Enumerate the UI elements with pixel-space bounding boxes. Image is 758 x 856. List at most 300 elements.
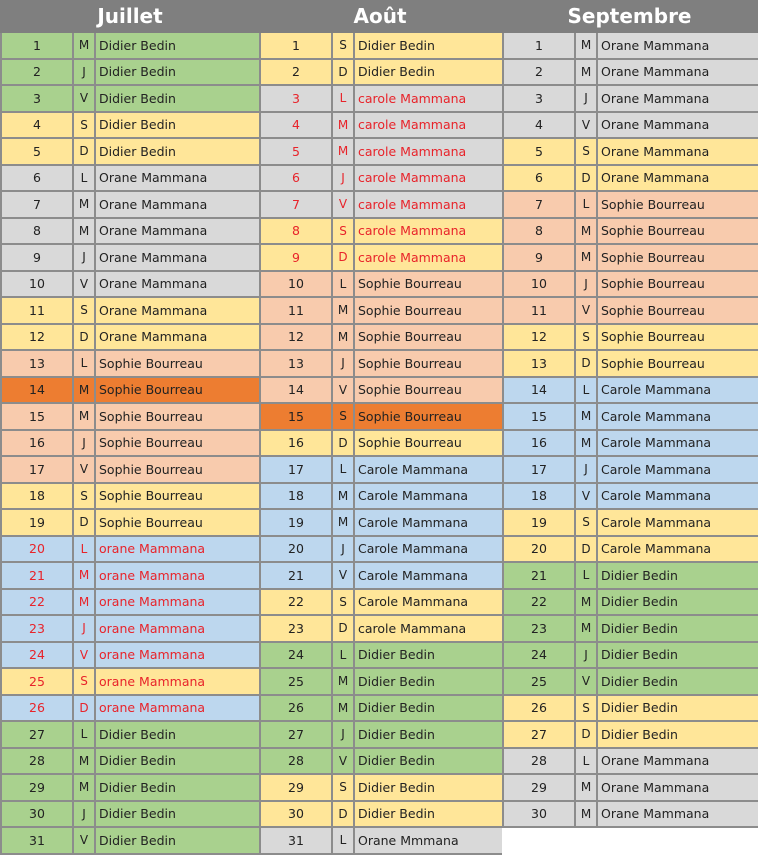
- day-number: 25: [504, 669, 576, 694]
- day-row: [259, 298, 502, 325]
- weekday-letter: M: [333, 139, 355, 164]
- day-row: [502, 219, 758, 246]
- day-number: 6: [2, 166, 74, 191]
- day-number: 25: [2, 669, 74, 694]
- assignee-name: Orane Mammana: [601, 117, 710, 133]
- assignee-name: Didier Bedin: [358, 726, 435, 742]
- weekday-letter: L: [74, 537, 96, 562]
- day-row: [502, 404, 758, 431]
- day-row: [0, 60, 259, 87]
- assignee-name: Sophie Bourreau: [601, 302, 705, 318]
- day-number: 12: [504, 325, 576, 350]
- day-number: 31: [261, 828, 333, 853]
- assignee-name: carole Mammana: [358, 223, 467, 239]
- day-row: [502, 431, 758, 458]
- day-number: 22: [261, 590, 333, 615]
- day-row: [502, 378, 758, 405]
- day-row: [0, 510, 259, 537]
- month-title-august: Août: [353, 4, 407, 28]
- assignee-name: Orane Mammana: [601, 806, 710, 822]
- weekday-letter: M: [74, 749, 96, 774]
- weekday-letter: M: [74, 775, 96, 800]
- weekday-letter: J: [74, 802, 96, 827]
- day-number: 31: [2, 828, 74, 853]
- day-row: [259, 86, 502, 113]
- day-number: 29: [261, 775, 333, 800]
- day-row: [259, 696, 502, 723]
- weekday-letter: D: [74, 139, 96, 164]
- assignee-name: Carole Mammana: [601, 408, 712, 424]
- day-number: 2: [261, 60, 333, 85]
- day-row: [259, 272, 502, 299]
- day-row: [502, 669, 758, 696]
- assignee-name: orane Mammana: [99, 594, 206, 610]
- day-number: 9: [261, 245, 333, 270]
- weekday-letter: J: [576, 643, 598, 668]
- day-row: [502, 590, 758, 617]
- weekday-letter: M: [333, 484, 355, 509]
- day-number: 30: [2, 802, 74, 827]
- day-row: [0, 775, 259, 802]
- weekday-letter: L: [576, 563, 598, 588]
- day-row: [502, 351, 758, 378]
- weekday-letter: M: [333, 696, 355, 721]
- day-number: 1: [504, 33, 576, 58]
- day-row: [0, 431, 259, 458]
- weekday-letter: V: [576, 484, 598, 509]
- month-title-july: Juillet: [97, 4, 163, 28]
- day-number: 19: [261, 510, 333, 535]
- month-title-september: Septembre: [567, 4, 692, 28]
- day-number: 29: [2, 775, 74, 800]
- assignee-name: Carole Mammana: [601, 514, 712, 530]
- assignee-name: Sophie Bourreau: [99, 355, 203, 371]
- weekday-letter: M: [576, 616, 598, 641]
- assignee-name: Sophie Bourreau: [99, 488, 203, 504]
- weekday-letter: M: [333, 510, 355, 535]
- day-number: 24: [504, 643, 576, 668]
- weekday-letter: S: [333, 775, 355, 800]
- day-row: [259, 563, 502, 590]
- day-number: 8: [504, 219, 576, 244]
- day-row: [0, 404, 259, 431]
- day-row: [0, 643, 259, 670]
- weekday-letter: M: [74, 219, 96, 244]
- weekday-letter: M: [576, 802, 598, 827]
- weekday-letter: M: [576, 775, 598, 800]
- weekday-letter: M: [333, 325, 355, 350]
- day-number: 27: [504, 722, 576, 747]
- assignee-name: carole Mammana: [358, 249, 467, 265]
- weekday-letter: J: [333, 351, 355, 376]
- weekday-letter: V: [74, 457, 96, 482]
- day-row: [0, 166, 259, 193]
- day-number: 7: [2, 192, 74, 217]
- assignee-name: Orane Mammana: [601, 753, 710, 769]
- weekday-letter: J: [333, 722, 355, 747]
- assignee-name: Didier Bedin: [99, 143, 176, 159]
- day-number: 4: [2, 113, 74, 138]
- weekday-letter: S: [74, 298, 96, 323]
- day-number: 16: [504, 431, 576, 456]
- assignee-name: Sophie Bourreau: [99, 382, 203, 398]
- day-row: [259, 245, 502, 272]
- assignee-name: Sophie Bourreau: [358, 355, 462, 371]
- weekday-letter: M: [74, 33, 96, 58]
- weekday-letter: D: [576, 166, 598, 191]
- assignee-name: Carole Mammana: [358, 488, 469, 504]
- assignee-name: Didier Bedin: [358, 806, 435, 822]
- assignee-name: Carole Mammana: [358, 514, 469, 530]
- assignee-name: Orane Mammana: [99, 276, 208, 292]
- weekday-letter: S: [74, 484, 96, 509]
- weekday-letter: D: [576, 537, 598, 562]
- day-row: [0, 696, 259, 723]
- day-row: [0, 484, 259, 511]
- assignee-name: Didier Bedin: [358, 647, 435, 663]
- assignee-name: Didier Bedin: [99, 832, 176, 848]
- day-row: [502, 113, 758, 140]
- assignee-name: Didier Bedin: [358, 37, 435, 53]
- assignee-name: orane Mammana: [99, 700, 206, 716]
- day-row: [259, 590, 502, 617]
- assignee-name: Sophie Bourreau: [99, 461, 203, 477]
- day-row: [259, 219, 502, 246]
- day-row: [0, 113, 259, 140]
- weekday-letter: V: [333, 378, 355, 403]
- day-number: 17: [504, 457, 576, 482]
- weekday-letter: L: [74, 351, 96, 376]
- day-row: [259, 378, 502, 405]
- assignee-name: Orane Mammana: [601, 170, 710, 186]
- assignee-name: Didier Bedin: [99, 726, 176, 742]
- day-number: 29: [504, 775, 576, 800]
- assignee-name: Didier Bedin: [99, 37, 176, 53]
- day-row: [259, 510, 502, 537]
- assignee-name: carole Mammana: [358, 170, 467, 186]
- day-row: [502, 802, 758, 829]
- day-number: 23: [504, 616, 576, 641]
- assignee-name: Didier Bedin: [358, 64, 435, 80]
- day-number: 19: [504, 510, 576, 535]
- assignee-name: Sophie Bourreau: [358, 435, 462, 451]
- day-row: [0, 537, 259, 564]
- day-number: 3: [2, 86, 74, 111]
- day-row: [0, 802, 259, 829]
- assignee-name: Sophie Bourreau: [601, 196, 705, 212]
- day-number: 20: [2, 537, 74, 562]
- weekday-letter: S: [74, 113, 96, 138]
- day-row: [502, 722, 758, 749]
- day-row: [502, 510, 758, 537]
- assignee-name: Didier Bedin: [99, 117, 176, 133]
- day-number: 5: [261, 139, 333, 164]
- day-row: [259, 643, 502, 670]
- day-row: [0, 272, 259, 299]
- day-row: [0, 616, 259, 643]
- assignee-name: Didier Bedin: [99, 64, 176, 80]
- weekday-letter: V: [576, 113, 598, 138]
- weekday-letter: M: [576, 590, 598, 615]
- day-number: 9: [2, 245, 74, 270]
- assignee-name: Sophie Bourreau: [358, 408, 462, 424]
- weekday-letter: D: [576, 351, 598, 376]
- day-row: [0, 351, 259, 378]
- day-number: 13: [504, 351, 576, 376]
- assignee-name: Didier Bedin: [601, 673, 678, 689]
- weekday-letter: D: [333, 245, 355, 270]
- weekday-letter: M: [576, 60, 598, 85]
- assignee-name: Orane Mammana: [601, 37, 710, 53]
- day-row: [259, 166, 502, 193]
- day-row: [0, 298, 259, 325]
- weekday-letter: S: [576, 139, 598, 164]
- weekday-letter: V: [576, 298, 598, 323]
- day-number: 14: [504, 378, 576, 403]
- day-number: 3: [261, 86, 333, 111]
- day-row: [502, 166, 758, 193]
- day-row: [502, 86, 758, 113]
- day-number: 1: [261, 33, 333, 58]
- weekday-letter: S: [576, 510, 598, 535]
- weekday-letter: V: [576, 669, 598, 694]
- assignee-name: Orane Mmmana: [358, 832, 459, 848]
- weekday-letter: V: [74, 86, 96, 111]
- day-number: 9: [504, 245, 576, 270]
- weekday-letter: D: [74, 510, 96, 535]
- weekday-letter: J: [333, 166, 355, 191]
- day-number: 20: [504, 537, 576, 562]
- day-number: 15: [504, 404, 576, 429]
- assignee-name: orane Mammana: [99, 541, 206, 557]
- weekday-letter: D: [333, 431, 355, 456]
- weekday-letter: M: [74, 590, 96, 615]
- weekday-letter: M: [576, 245, 598, 270]
- assignee-name: Didier Bedin: [99, 779, 176, 795]
- weekday-letter: M: [74, 404, 96, 429]
- day-row: [259, 775, 502, 802]
- assignee-name: Didier Bedin: [601, 726, 678, 742]
- weekday-letter: S: [576, 696, 598, 721]
- day-row: [259, 484, 502, 511]
- day-number: 25: [261, 669, 333, 694]
- weekday-letter: J: [576, 272, 598, 297]
- day-number: 2: [504, 60, 576, 85]
- day-row: [0, 245, 259, 272]
- day-row: [259, 351, 502, 378]
- day-row: [502, 272, 758, 299]
- weekday-letter: J: [576, 457, 598, 482]
- day-number: 7: [261, 192, 333, 217]
- assignee-name: Carole Mammana: [601, 488, 712, 504]
- day-row: [259, 749, 502, 776]
- weekday-letter: J: [74, 60, 96, 85]
- day-row: [259, 537, 502, 564]
- assignee-name: Orane Mammana: [99, 249, 208, 265]
- assignee-name: Didier Bedin: [601, 594, 678, 610]
- day-row: [0, 219, 259, 246]
- day-row: [0, 669, 259, 696]
- weekday-letter: S: [333, 219, 355, 244]
- day-number: 28: [504, 749, 576, 774]
- weekday-letter: M: [333, 113, 355, 138]
- day-number: 11: [504, 298, 576, 323]
- day-number: 23: [261, 616, 333, 641]
- day-number: 3: [504, 86, 576, 111]
- weekday-letter: M: [333, 298, 355, 323]
- day-row: [259, 457, 502, 484]
- day-number: 28: [261, 749, 333, 774]
- weekday-letter: L: [333, 86, 355, 111]
- day-number: 4: [504, 113, 576, 138]
- day-number: 13: [261, 351, 333, 376]
- weekday-letter: M: [333, 669, 355, 694]
- day-row: [259, 33, 502, 60]
- assignee-name: Didier Bedin: [358, 673, 435, 689]
- day-row: [502, 484, 758, 511]
- weekday-letter: L: [576, 192, 598, 217]
- day-number: 10: [2, 272, 74, 297]
- assignee-name: Didier Bedin: [99, 753, 176, 769]
- assignee-name: Didier Bedin: [601, 700, 678, 716]
- assignee-name: Sophie Bourreau: [358, 382, 462, 398]
- day-number: 24: [2, 643, 74, 668]
- weekday-letter: S: [333, 404, 355, 429]
- assignee-name: Sophie Bourreau: [99, 514, 203, 530]
- day-number: 22: [2, 590, 74, 615]
- assignee-name: Carole Mammana: [601, 435, 712, 451]
- assignee-name: carole Mammana: [358, 196, 467, 212]
- weekday-letter: S: [74, 669, 96, 694]
- day-number: 26: [504, 696, 576, 721]
- day-row: [259, 616, 502, 643]
- day-number: 17: [261, 457, 333, 482]
- day-number: 14: [2, 378, 74, 403]
- assignee-name: orane Mammana: [99, 647, 206, 663]
- day-row: [502, 33, 758, 60]
- day-number: 17: [2, 457, 74, 482]
- assignee-name: carole Mammana: [358, 143, 467, 159]
- day-number: 24: [261, 643, 333, 668]
- day-number: 6: [504, 166, 576, 191]
- day-number: 19: [2, 510, 74, 535]
- weekday-letter: L: [333, 457, 355, 482]
- weekday-letter: J: [74, 431, 96, 456]
- assignee-name: Carole Mammana: [358, 541, 469, 557]
- assignee-name: Orane Mammana: [601, 90, 710, 106]
- assignee-name: Sophie Bourreau: [358, 276, 462, 292]
- day-row: [259, 60, 502, 87]
- day-number: 4: [261, 113, 333, 138]
- day-number: 30: [261, 802, 333, 827]
- day-number: 13: [2, 351, 74, 376]
- day-row: [0, 192, 259, 219]
- day-number: 20: [261, 537, 333, 562]
- day-row: [259, 325, 502, 352]
- weekday-letter: L: [74, 722, 96, 747]
- assignee-name: Carole Mammana: [358, 461, 469, 477]
- day-number: 26: [2, 696, 74, 721]
- day-row: [0, 563, 259, 590]
- day-number: 18: [2, 484, 74, 509]
- assignee-name: Sophie Bourreau: [601, 223, 705, 239]
- assignee-name: Didier Bedin: [99, 90, 176, 106]
- weekday-letter: D: [576, 722, 598, 747]
- day-row: [502, 749, 758, 776]
- day-number: 6: [261, 166, 333, 191]
- day-row: [0, 325, 259, 352]
- day-row: [502, 192, 758, 219]
- assignee-name: Orane Mammana: [99, 170, 208, 186]
- weekday-letter: D: [74, 325, 96, 350]
- assignee-name: Carole Mammana: [601, 541, 712, 557]
- day-row: [502, 60, 758, 87]
- day-row: [502, 563, 758, 590]
- assignee-name: Didier Bedin: [601, 647, 678, 663]
- day-number: 12: [2, 325, 74, 350]
- weekday-letter: D: [333, 802, 355, 827]
- assignee-name: Sophie Bourreau: [601, 276, 705, 292]
- day-number: 21: [504, 563, 576, 588]
- day-number: 10: [261, 272, 333, 297]
- weekday-letter: M: [74, 192, 96, 217]
- assignee-name: carole Mammana: [358, 620, 467, 636]
- day-number: 8: [2, 219, 74, 244]
- day-number: 5: [504, 139, 576, 164]
- day-row: [0, 590, 259, 617]
- day-number: 27: [261, 722, 333, 747]
- assignee-name: Didier Bedin: [358, 753, 435, 769]
- weekday-letter: L: [576, 749, 598, 774]
- assignee-name: Didier Bedin: [358, 700, 435, 716]
- day-row: [502, 643, 758, 670]
- day-row: [0, 86, 259, 113]
- weekday-letter: M: [74, 563, 96, 588]
- assignee-name: Carole Mammana: [601, 382, 712, 398]
- day-row: [259, 431, 502, 458]
- weekday-letter: D: [74, 696, 96, 721]
- day-row: [259, 669, 502, 696]
- day-row: [0, 378, 259, 405]
- assignee-name: orane Mammana: [99, 567, 206, 583]
- assignee-name: Carole Mammana: [358, 567, 469, 583]
- day-number: 28: [2, 749, 74, 774]
- day-row: [502, 775, 758, 802]
- assignee-name: carole Mammana: [358, 90, 467, 106]
- day-number: 10: [504, 272, 576, 297]
- day-row: [502, 298, 758, 325]
- day-number: 7: [504, 192, 576, 217]
- weekday-letter: V: [333, 192, 355, 217]
- day-row: [502, 139, 758, 166]
- assignee-name: Didier Bedin: [358, 779, 435, 795]
- weekday-letter: S: [333, 33, 355, 58]
- weekday-letter: V: [74, 828, 96, 853]
- day-number: 15: [261, 404, 333, 429]
- day-row: [259, 802, 502, 829]
- weekday-letter: S: [576, 325, 598, 350]
- assignee-name: Orane Mammana: [99, 223, 208, 239]
- day-number: 30: [504, 802, 576, 827]
- assignee-name: Carole Mammana: [601, 461, 712, 477]
- weekday-letter: M: [576, 404, 598, 429]
- day-row: [259, 192, 502, 219]
- assignee-name: Orane Mammana: [601, 779, 710, 795]
- assignee-name: Orane Mammana: [99, 302, 208, 318]
- day-row: [502, 245, 758, 272]
- assignee-name: Didier Bedin: [601, 620, 678, 636]
- day-number: 18: [504, 484, 576, 509]
